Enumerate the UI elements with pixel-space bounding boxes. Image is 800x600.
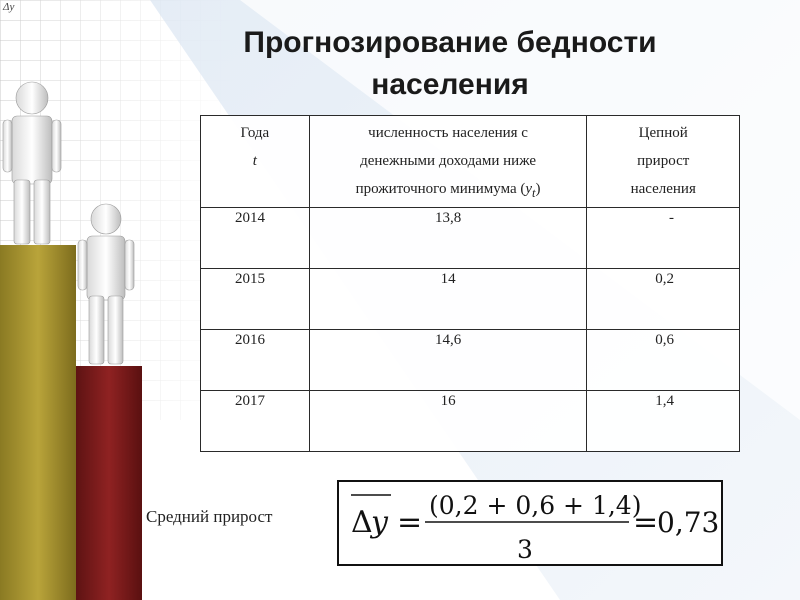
corner-formula-glyph: Δy (3, 1, 15, 13)
cell-year: 2017 (201, 391, 310, 452)
cell-growth: 1,4 (587, 391, 740, 452)
table-row (201, 208, 740, 269)
equals-sign-2: = (633, 505, 659, 540)
numerator: (0,2 + 0,6 + 1,4) (429, 491, 642, 520)
cell-population: 14,6 (309, 330, 587, 391)
header-year: Года t (201, 116, 310, 208)
cell-growth: 0,2 (587, 269, 740, 330)
result-value: 0,73 (657, 506, 720, 539)
table-row (201, 269, 740, 330)
table-row (201, 391, 740, 452)
cell-population: 14 (309, 269, 587, 330)
cell-population: 13,8 (309, 208, 587, 269)
average-growth-caption: Средний прирост (146, 507, 273, 526)
page-title: Прогнозирование бедности населения (243, 26, 657, 101)
cell-year: 2016 (201, 330, 310, 391)
lhs-delta: Δ (351, 505, 373, 540)
cell-growth: - (587, 208, 740, 269)
cell-year: 2015 (201, 269, 310, 330)
denominator: 3 (517, 535, 533, 564)
header-population: численность населения с денежными доходами ниже прожиточного минимума $(y_t)$ (309, 116, 587, 208)
cell-year: 2014 (201, 208, 310, 269)
poverty-table (200, 115, 740, 452)
table-header-row (201, 116, 740, 208)
equals-sign: = (397, 505, 423, 540)
cell-population: 16 (309, 391, 587, 452)
table-row (201, 330, 740, 391)
lhs-variable: y (371, 505, 388, 540)
cell-growth: 0,6 (587, 330, 740, 391)
average-growth-formula (337, 480, 723, 566)
header-chain-growth: Цепной прирост населения (587, 116, 740, 208)
